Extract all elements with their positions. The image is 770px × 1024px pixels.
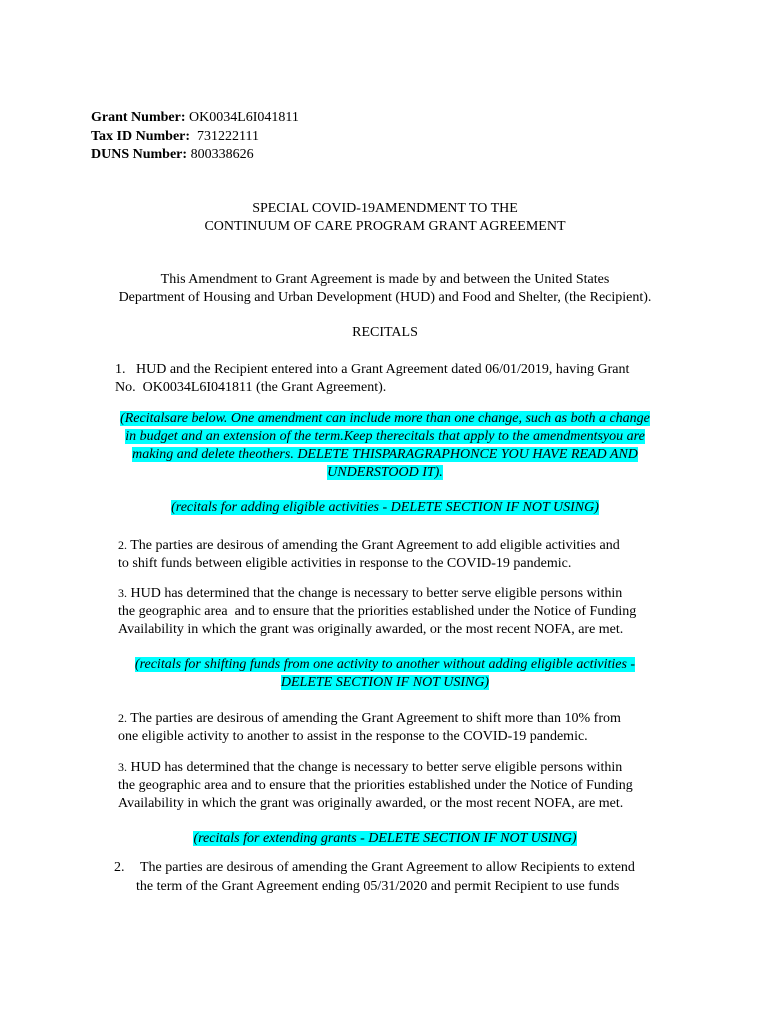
section-b-paragraph-3 — [118, 758, 633, 813]
section-a-p3-line-1: HUD has determined that the change is necessary to better serve eligible persons within — [130, 586, 623, 601]
title-line-1: SPECIAL COVID-19AMENDMENT TO THE — [252, 201, 518, 216]
section-c-heading: (recitals for extending grants - DELETE SECTION IF NOT USING) — [193, 831, 577, 846]
section-b-heading-line-2: DELETE SECTION IF NOT USING) — [280, 675, 490, 690]
instruction-paragraph — [0, 410, 770, 482]
tax-id-label: Tax ID Number: — [91, 129, 191, 144]
grant-number-value: OK0034L6I041811 — [185, 110, 299, 125]
section-b-p3-line-2: the geographic area and to ensure that the priorities established under the Notice of Funding — [118, 778, 633, 793]
intro-line-2: Department of Housing and Urban Development (HUD) and Food and Shelter, (the Recipient). — [118, 290, 652, 305]
section-b-p2-line-1: The parties are desirous of amending the Grant Agreement to shift more than 10% from — [130, 711, 621, 726]
item-1-line-2: No. OK0034L6I041811 (the Grant Agreement). — [115, 380, 387, 395]
grant-number-line — [91, 109, 299, 127]
section-a-p3-line-2: the geographic area and to ensure that the priorities established under the Notice of Funding — [118, 604, 637, 619]
instruction-line-4: UNDERSTOOD IT). — [327, 465, 443, 480]
title-line-2: CONTINUUM OF CARE PROGRAM GRANT AGREEMENT — [204, 219, 566, 234]
instruction-line-1: (Recitalsare below. One amendment can include more than one change, such as both a change — [120, 411, 650, 426]
intro-line-1: This Amendment to Grant Agreement is made by and between the United States — [160, 272, 610, 287]
intro-paragraph — [0, 271, 770, 307]
instruction-line-3: making and delete theothers. DELETE THISPARAGRAPHONCE YOU HAVE READ AND — [132, 447, 638, 462]
section-a-p3-number: 3. — [118, 586, 127, 600]
section-a-p2-line-2: to shift funds between eligible activities in response to the COVID-19 pandemic. — [118, 556, 572, 571]
section-a-p3-line-3: Availability in which the grant was originally awarded, or the most recent NOFA, are met. — [118, 622, 624, 637]
duns-number-line — [91, 146, 254, 164]
duns-number-value: 800338626 — [187, 147, 254, 162]
section-b-p3-number: 3. — [118, 760, 127, 774]
section-b-p3-line-1: HUD has determined that the change is necessary to better serve eligible persons within — [130, 760, 623, 775]
section-c-p2-line-1: The parties are desirous of amending the Grant Agreement to allow Recipients to extend — [140, 860, 635, 875]
section-a-paragraph-2 — [118, 536, 620, 573]
duns-number-label: DUNS Number: — [91, 147, 188, 162]
section-a-p2-line-1: The parties are desirous of amending the Grant Agreement to add eligible activities and — [130, 538, 620, 553]
section-b-p2-number: 2. — [118, 711, 127, 725]
section-c-p2-number: 2. — [114, 860, 125, 875]
section-a-heading: (recitals for adding eligible activities - DELETE SECTION IF NOT USING) — [171, 500, 599, 515]
tax-id-value: 731222111 — [190, 129, 260, 144]
section-a-p2-number: 2. — [118, 538, 127, 552]
section-c-p2-line-2: the term of the Grant Agreement ending 05/31/2020 and permit Recipient to use funds — [136, 879, 620, 894]
recitals-heading: RECITALS — [352, 325, 418, 340]
instruction-line-2: in budget and an extension of the term.Keep therecitals that apply to the amendmentsyou are — [125, 429, 645, 444]
tax-id-line — [91, 128, 259, 146]
section-b-heading-line-1: (recitals for shifting funds from one activity to another without adding eligible activities - — [134, 657, 636, 672]
section-b-p2-line-2: one eligible activity to another to assist in the response to the COVID-19 pandemic. — [118, 729, 588, 744]
section-b-heading — [0, 656, 770, 692]
grant-number-label: Grant Number: — [91, 110, 186, 125]
section-b-p3-line-3: Availability in which the grant was originally awarded, or the most recent NOFA, are met. — [118, 796, 624, 811]
item-1-number: 1. — [115, 362, 126, 377]
section-b-paragraph-2 — [118, 709, 621, 746]
item-1-line-1: HUD and the Recipient entered into a Grant Agreement dated 06/01/2019, having Grant — [136, 362, 630, 377]
section-a-paragraph-3 — [118, 584, 636, 639]
document-title — [0, 200, 770, 236]
